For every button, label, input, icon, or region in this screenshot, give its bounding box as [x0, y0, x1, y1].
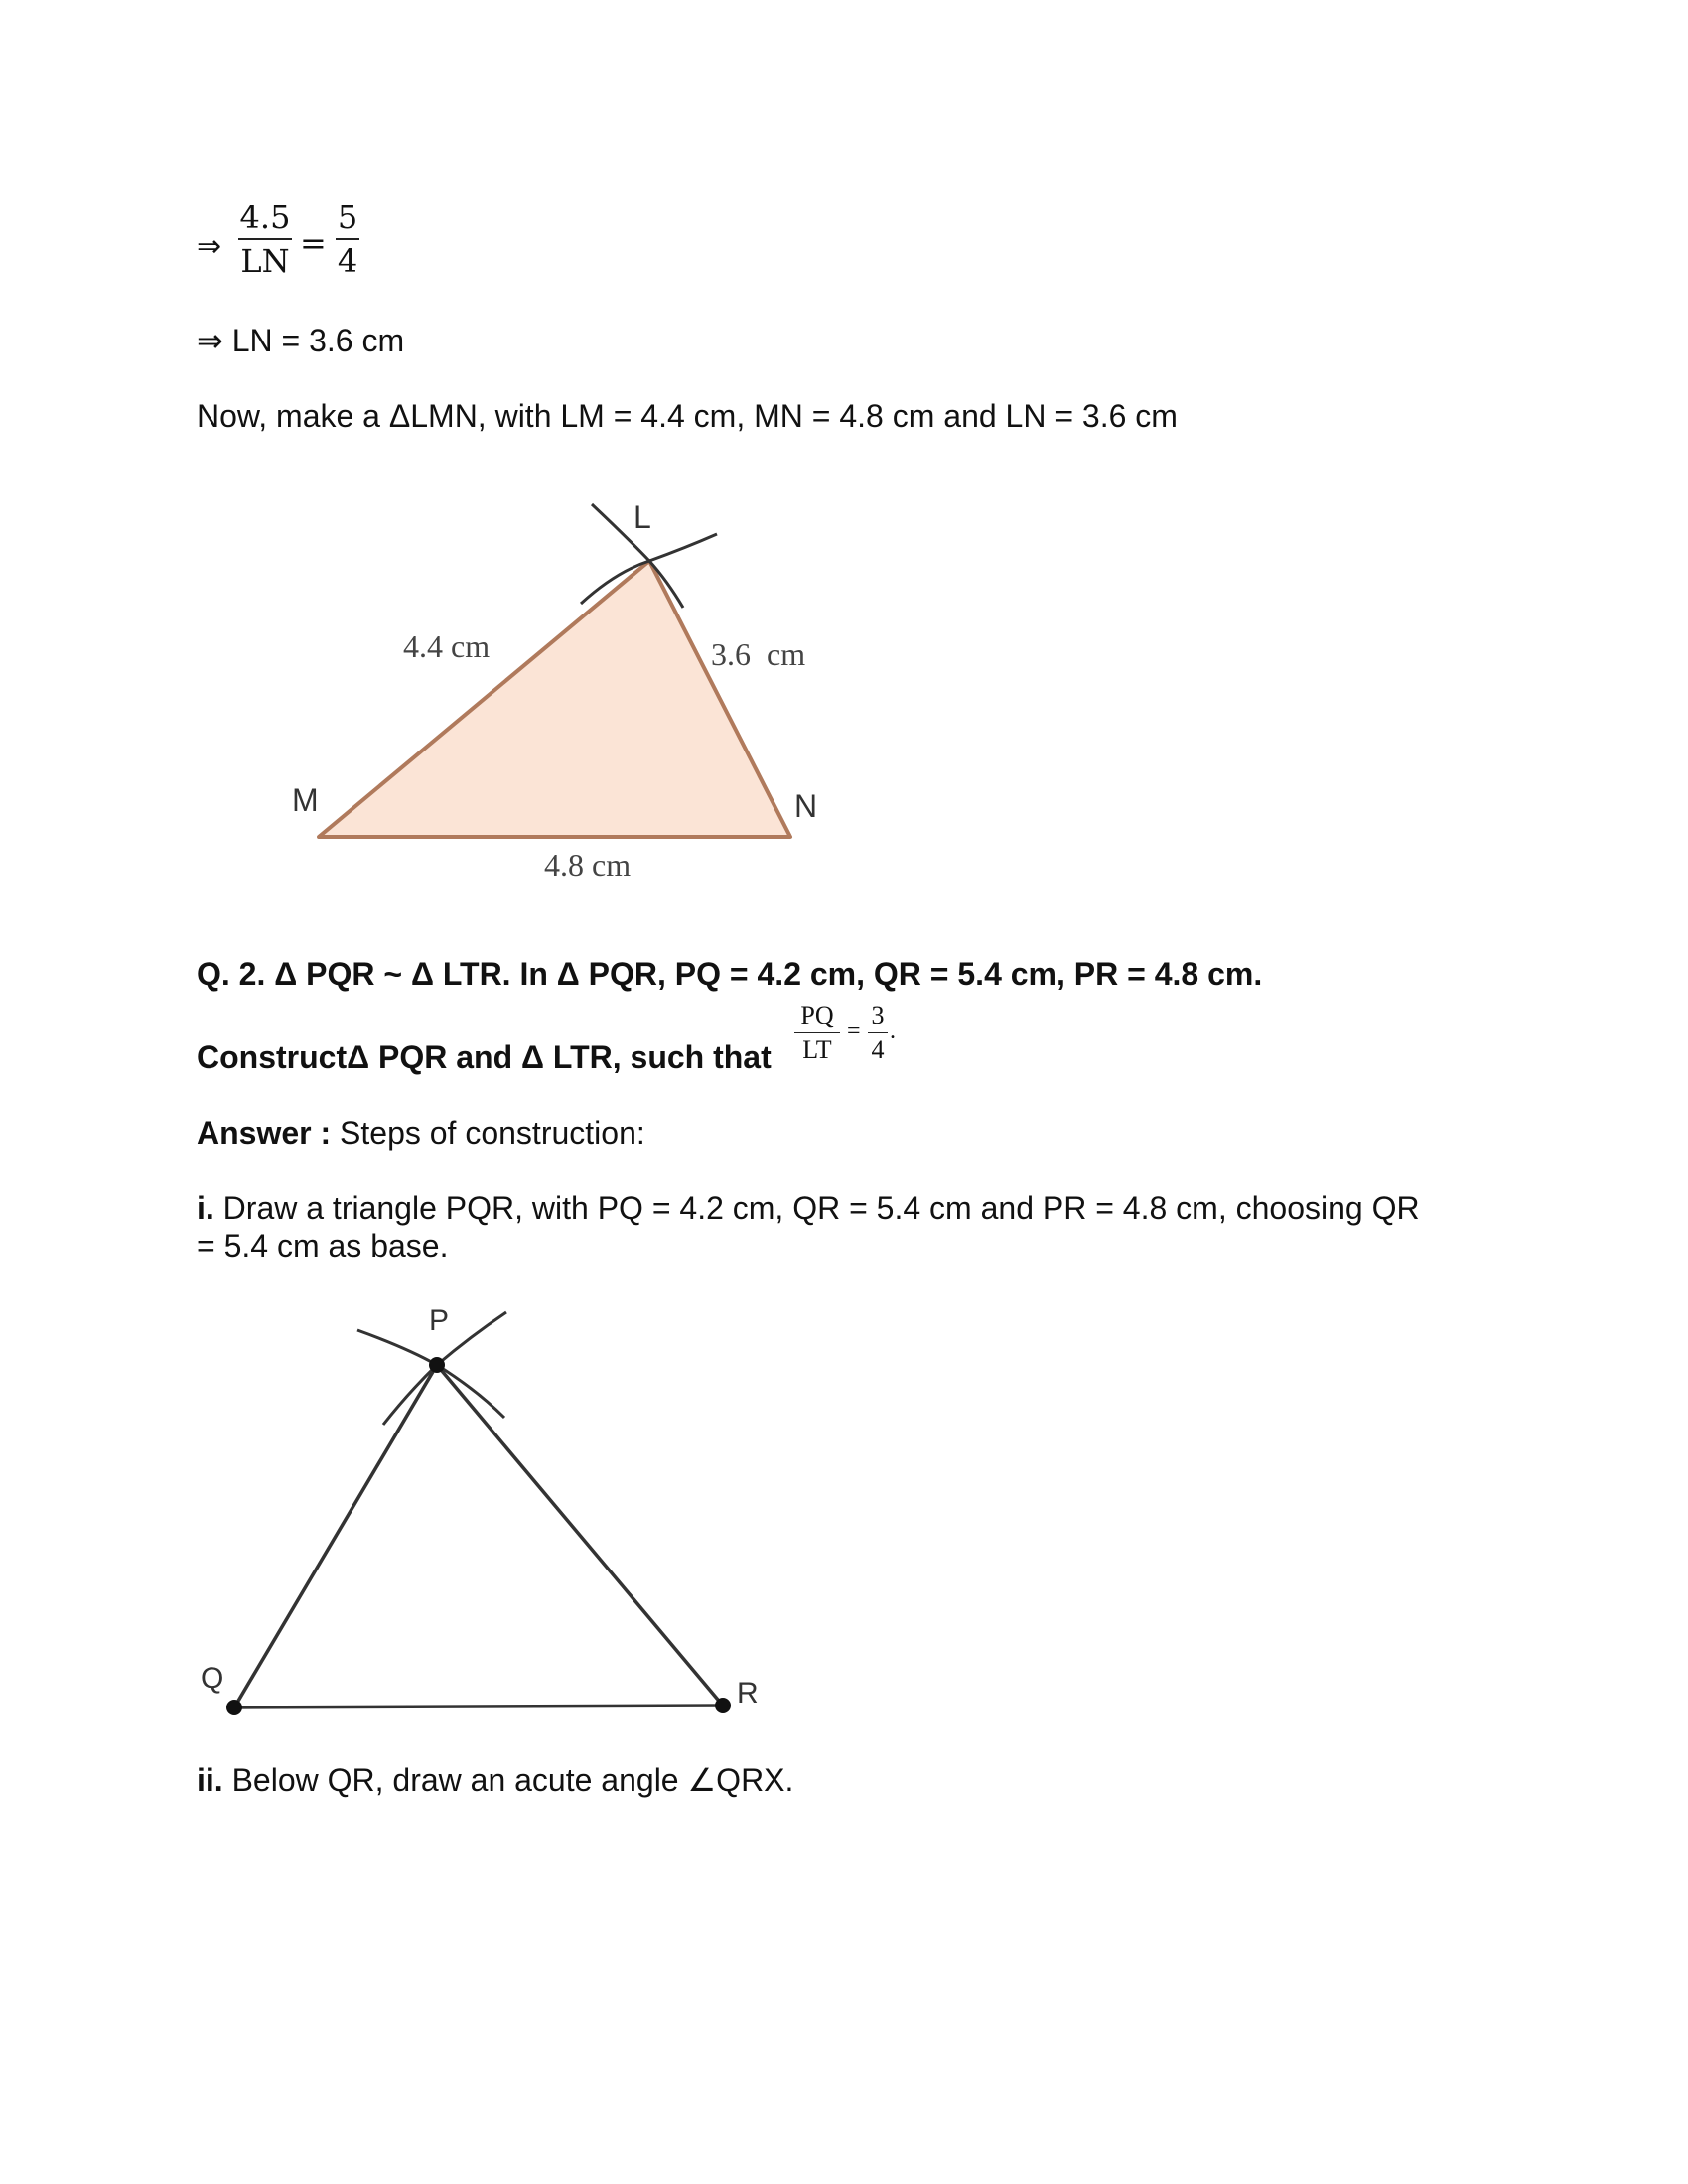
- vertex-n-label: N: [794, 788, 818, 824]
- fraction-pq-lt: [794, 999, 840, 1067]
- step-2-label: ii.: [197, 1762, 223, 1798]
- answer-line: [197, 1114, 645, 1152]
- ratio-fraction: [794, 999, 914, 1078]
- implies-arrow: ⇒: [197, 229, 222, 264]
- vertex-m-label: M: [292, 782, 319, 818]
- triangle-pqr-figure: [189, 1300, 804, 1717]
- fraction-3-4: [868, 999, 888, 1067]
- step-1-text: Draw a triangle PQR, with PQ = 4.2 cm, QR = 5.4 cm and PR = 4.8 cm, choosing QR: [213, 1190, 1420, 1226]
- vertex-r-label: R: [737, 1677, 759, 1709]
- vertex-l-label: L: [633, 499, 651, 535]
- rhs-denominator: 4: [337, 242, 358, 280]
- vertex-q-label: Q: [201, 1662, 224, 1695]
- ratio-equals: =: [847, 1019, 861, 1044]
- side-qr: [234, 1706, 723, 1707]
- answer-text: Steps of construction:: [331, 1115, 645, 1151]
- point-r: [715, 1698, 731, 1713]
- answer-label: Answer :: [197, 1115, 332, 1151]
- ratio-period: .: [890, 1019, 896, 1044]
- step-2-text: Below QR, draw an acute angle ∠QRX.: [222, 1762, 794, 1798]
- three-numerator: 3: [871, 1001, 885, 1029]
- side-pr: [437, 1365, 723, 1706]
- lhs-denominator: LN: [240, 242, 290, 280]
- step-1-label: i.: [197, 1190, 214, 1226]
- point-q: [226, 1700, 242, 1715]
- vertex-p-label: P: [429, 1304, 450, 1337]
- construction-instruction: Now, make a ΔLMN, with LM = 4.4 cm, MN = 4.8 cm and LN = 3.6 cm: [197, 398, 1178, 434]
- ln-result: ⇒ LN = 3.6 cm: [197, 323, 405, 358]
- pq-numerator: PQ: [800, 1001, 834, 1029]
- equals-sign: =: [300, 224, 327, 262]
- side-ln-label: 3.6 cm: [711, 636, 806, 672]
- four-denominator: 4: [871, 1035, 885, 1064]
- question-2-construct: ConstructΔ PQR and Δ LTR, such that: [197, 1039, 772, 1075]
- triangle-lmn: [319, 561, 790, 837]
- side-mn-label: 4.8 cm: [544, 847, 632, 883]
- fraction-rhs: [336, 197, 359, 282]
- lhs-numerator: 4.5: [239, 199, 291, 236]
- fraction-lhs: [238, 197, 292, 282]
- step-1-line2: = 5.4 cm as base.: [197, 1228, 449, 1264]
- equation-ratio: [197, 197, 375, 292]
- triangle-lmn-figure: [268, 486, 844, 903]
- side-lm-label: 4.4 cm: [403, 628, 491, 664]
- lt-denominator: LT: [802, 1035, 832, 1064]
- side-pq: [234, 1365, 437, 1707]
- question-2-statement: Q. 2. Δ PQR ~ Δ LTR. In Δ PQR, PQ = 4.2 cm, QR = 5.4 cm, PR = 4.8 cm.: [197, 956, 1263, 992]
- rhs-numerator: 5: [337, 199, 358, 236]
- step-1-line1: [197, 1189, 1420, 1227]
- step-2-line: [197, 1761, 793, 1799]
- point-p: [429, 1357, 445, 1373]
